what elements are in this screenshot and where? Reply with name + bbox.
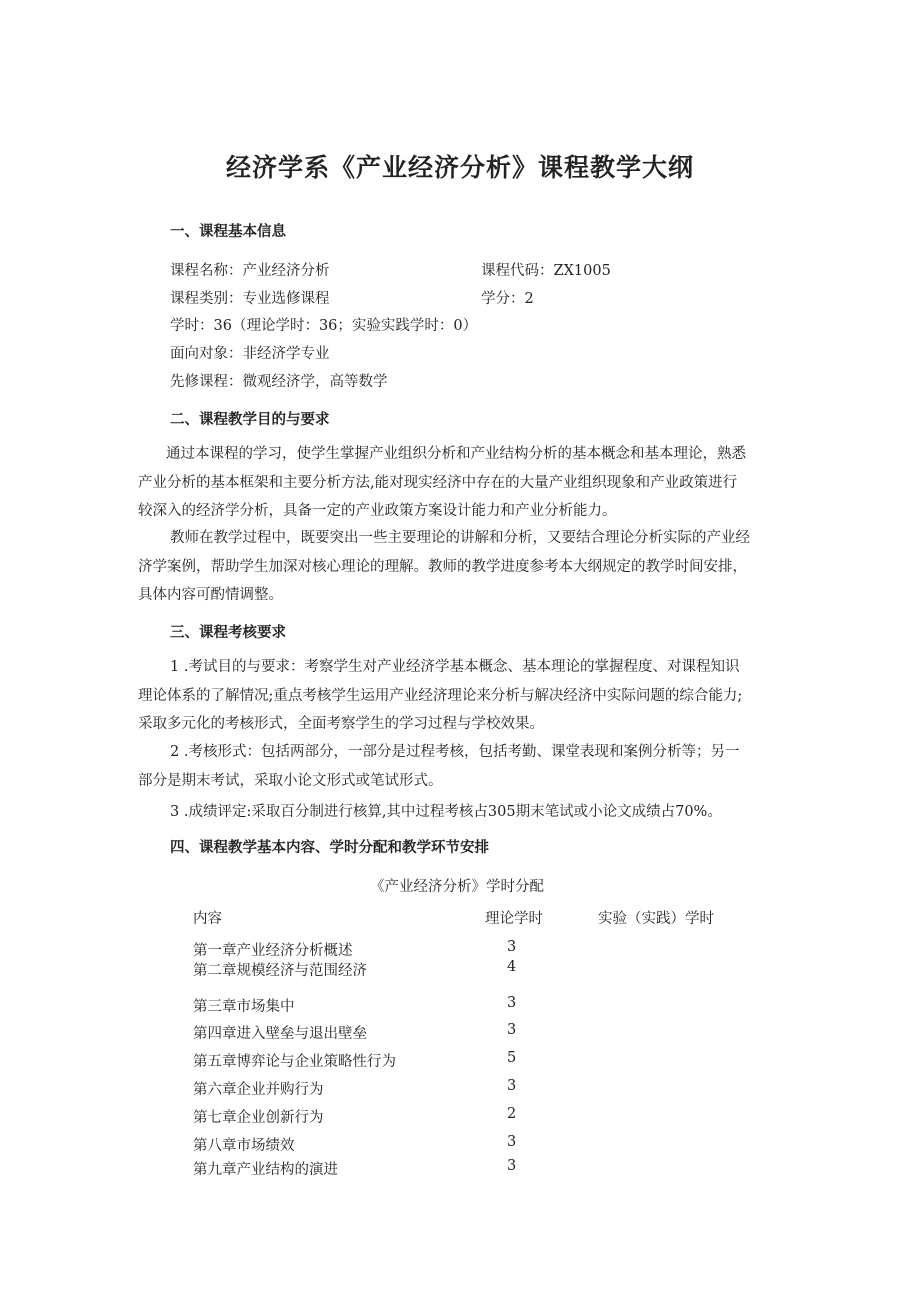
course-prerequisites: 先修课程：微观经济学，高等数学 (170, 374, 388, 390)
paragraph-line: 1 .考试目的与要求：考察学生对产业经济学基本概念、基本理论的掌握程度、对课程知识 (170, 659, 740, 675)
row-chapter: 第九章产业结构的演进 (193, 1162, 338, 1178)
table-row (193, 1106, 324, 1127)
section3-heading: 三、课程考核要求 (170, 625, 286, 641)
section2-heading: 二、课程教学目的与要求 (170, 412, 330, 428)
row-theory-hours: 5 (507, 1050, 517, 1066)
table-row (193, 959, 367, 980)
table-row (193, 1134, 295, 1155)
row-theory-hours: 3 (507, 1022, 517, 1038)
paragraph-line: 部分是期末考试，采取小论文形式或笔试形式。 (138, 772, 443, 789)
table-row (193, 1078, 324, 1099)
row-theory-hours: 2 (507, 1106, 517, 1122)
section4-heading: 四、课程教学基本内容、学时分配和教学环节安排 (170, 840, 489, 856)
row-theory-hours: 3 (507, 995, 517, 1011)
row-theory-hours: 3 (507, 939, 517, 955)
row-chapter: 第四章进入壁垒与退出壁垒 (193, 1026, 367, 1042)
row-theory-hours: 3 (507, 1078, 517, 1094)
row-chapter: 第三章市场集中 (193, 999, 295, 1015)
paragraph-line: 产业分析的基本框架和主要分析方法,能对现实经济中存在的大量产业组织现象和产业政策进行 (138, 474, 738, 491)
column-header-theory: 理论学时 (485, 911, 543, 927)
column-header-practice: 实验（实践）学时 (598, 911, 714, 927)
row-theory-hours: 3 (507, 1158, 517, 1174)
row-chapter: 第一章产业经济分析概述 (193, 943, 353, 959)
paragraph-line: 较深入的经济学分析，具备一定的产业政策方案设计能力和产业分析能力。 (138, 503, 617, 519)
paragraph-line: 教师在教学过程中，既要突出一些主要理论的讲解和分析，又要结合理论分析实际的产业经 (170, 530, 750, 546)
table-caption: 《产业经济分析》学时分配 (370, 879, 544, 895)
paragraph-line: 采取多元化的考核形式，全面考察学生的学习过程与学校效果。 (138, 716, 544, 732)
table-row (193, 939, 353, 960)
course-hours: 学时：36（理论学时：36；实验实践学时：0） (170, 318, 478, 334)
table-row (193, 995, 295, 1016)
paragraph-line: 理论体系的了解情况;重点考核学生运用产业经济理论来分析与解决经济中实际问题的综合能力; (138, 687, 743, 704)
course-name: 课程名称：产业经济分析 (170, 263, 330, 279)
paragraph-line: 2 .考核形式：包括两部分，一部分是过程考核，包括考勤、课堂表现和案例分析等；另一 (170, 744, 740, 760)
column-header-content: 内容 (193, 911, 222, 927)
paragraph-line: 通过本课程的学习，使学生掌握产业组织分析和产业结构分析的基本概念和基本理论，熟悉 (166, 446, 746, 462)
row-chapter: 第八章市场绩效 (193, 1138, 295, 1154)
assessment-item-2 (138, 738, 788, 795)
course-credits: 学分：2 (481, 291, 534, 307)
section1-heading: 一、课程基本信息 (170, 224, 286, 240)
paragraph-line: 具体内容可酌情调整。 (138, 587, 283, 603)
row-chapter: 第五章博弈论与企业策略性行为 (193, 1054, 396, 1070)
row-theory-hours: 4 (507, 959, 517, 975)
row-chapter: 第六章企业并购行为 (193, 1082, 324, 1098)
paragraph-line: 济学案例，帮助学生加深对核心理论的理解。教师的教学进度参考本大纲规定的教学时间安排， (138, 558, 747, 575)
table-row (193, 1050, 396, 1071)
course-audience: 面向对象：非经济学专业 (170, 346, 330, 362)
course-code: 课程代码：ZX1005 (481, 263, 611, 279)
table-row (193, 1022, 367, 1043)
row-chapter: 第二章规模经济与范围经济 (193, 963, 367, 979)
document-title: 经济学系《产业经济分析》课程教学大纲 (225, 153, 694, 182)
row-chapter: 第七章企业创新行为 (193, 1110, 324, 1126)
course-type: 课程类别：专业选修课程 (170, 291, 330, 307)
row-theory-hours: 3 (507, 1134, 517, 1150)
assessment-item-3: 3 .成绩评定:采取百分制进行核算,其中过程考核占305期末笔试或小论文成绩占70%。 (170, 804, 722, 820)
section2-paragraph-2 (138, 524, 788, 610)
table-row (193, 1158, 338, 1179)
assessment-item-1 (138, 653, 788, 739)
section2-paragraph-1 (138, 440, 788, 526)
